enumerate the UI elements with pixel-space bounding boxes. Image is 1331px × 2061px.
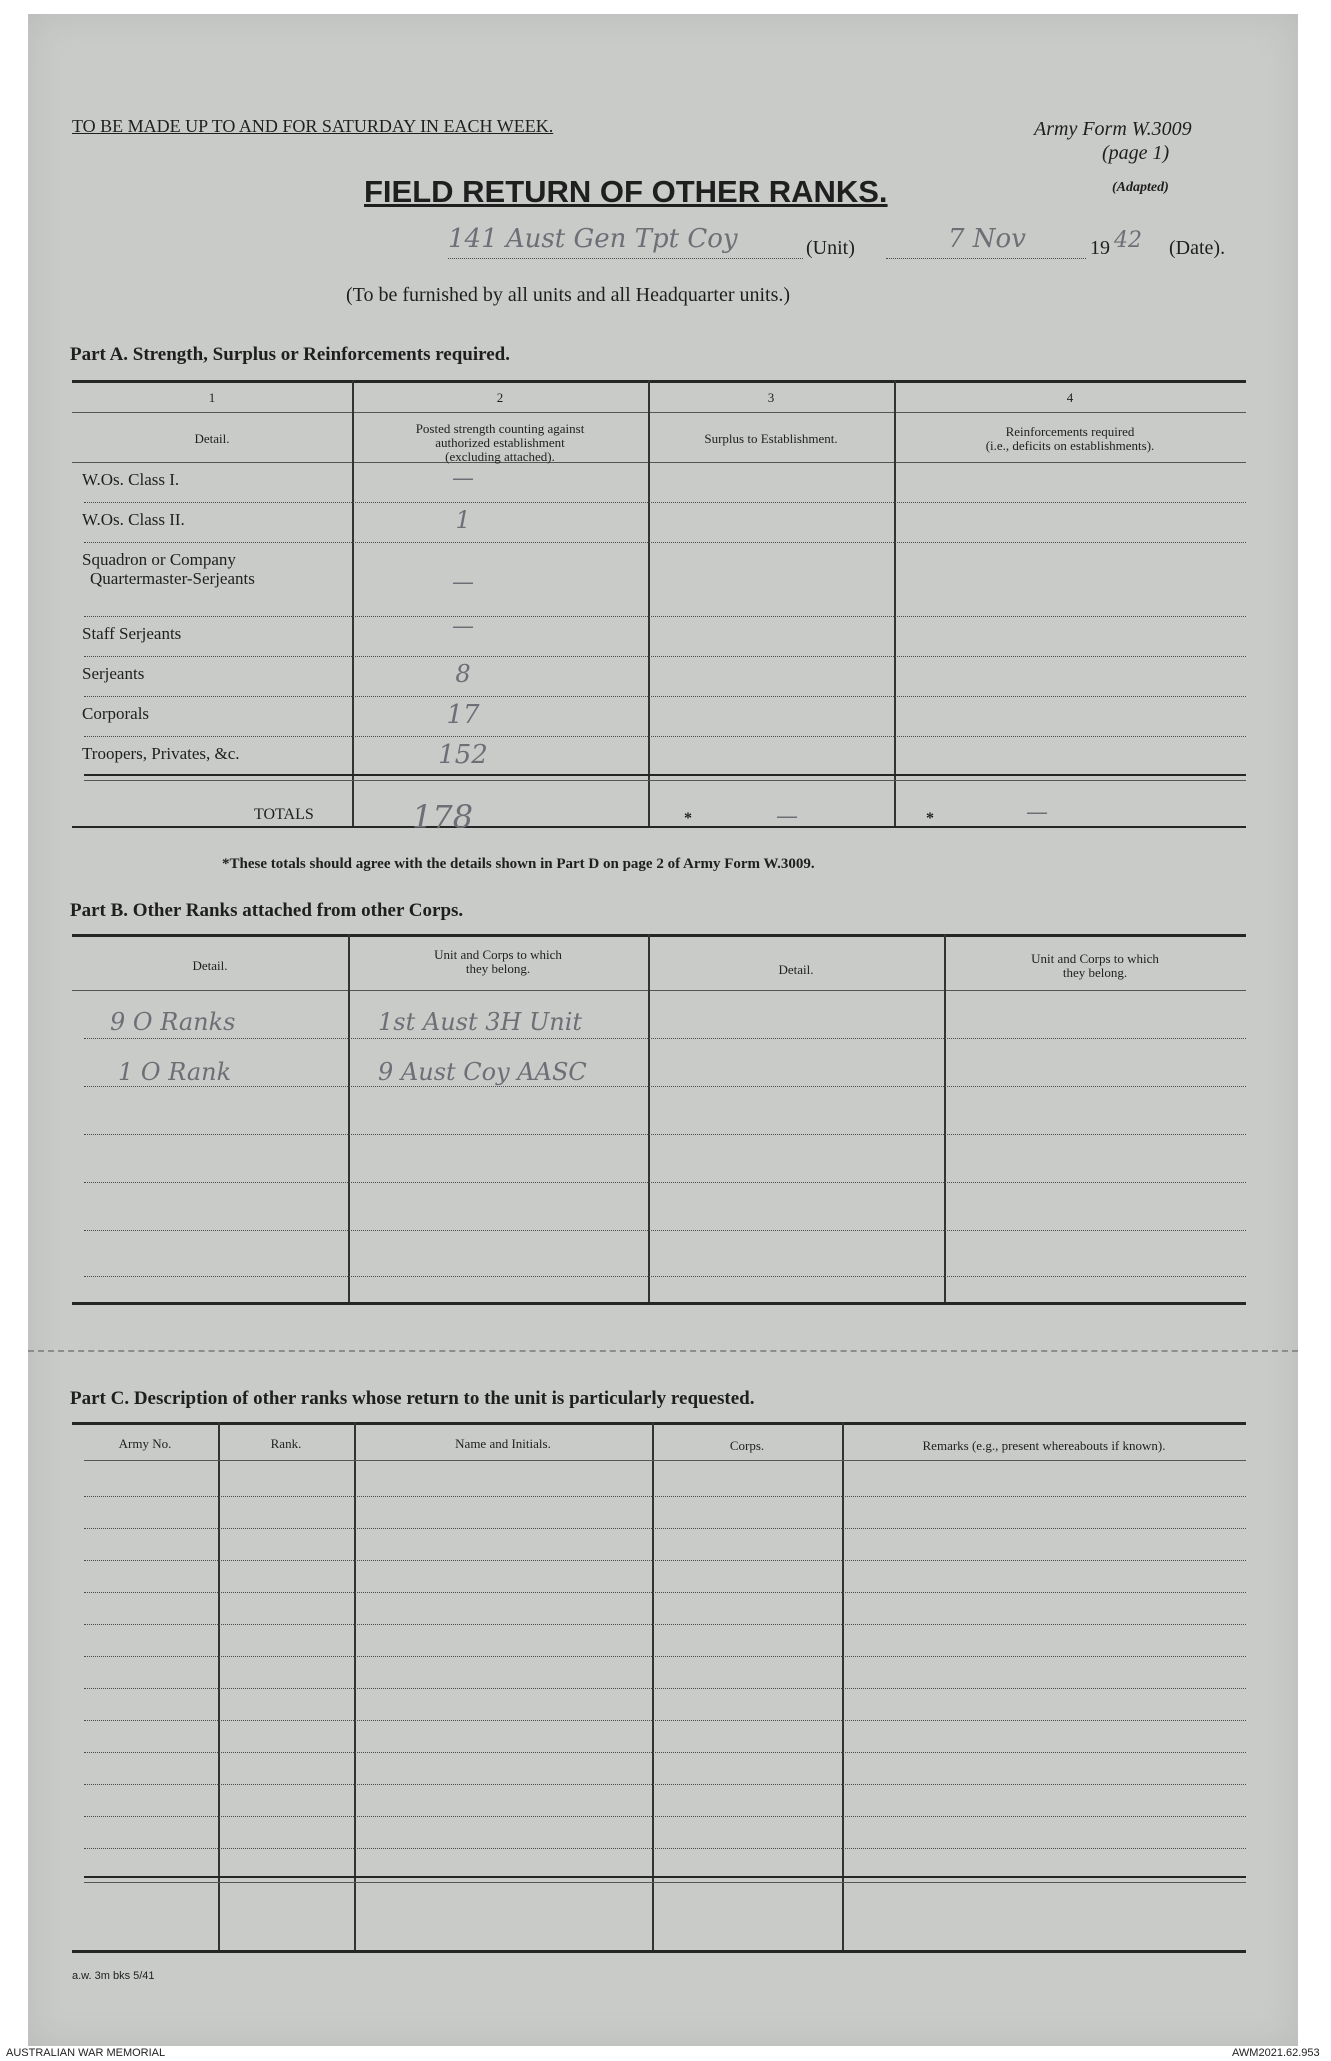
part-b-header-detail-1: Detail. [192,958,228,973]
part-c-header-remarks: Remarks (e.g., present whereabouts if known). [922,1438,1166,1453]
archive-credit-left: AUSTRALIAN WAR MEMORIAL [6,2047,166,2059]
value-corporals: 17 [446,700,480,730]
col-number-4: 4 [1066,390,1074,405]
part-a-heading: Part A. Strength, Surplus or Reinforcements required. [70,344,510,365]
col-header-surplus: Surplus to Establishment. [704,431,838,446]
part-b-header-unit-2: Unit and Corps to which they belong. [1031,951,1159,980]
part-a-footnote: *These totals should agree with the details shown in Part D on page 2 of Army Form W.3009. [222,856,815,872]
row-label-troopers: Troopers, Privates, &c. [82,744,240,763]
part-b-heading: Part B. Other Ranks attached from other Corps. [70,900,464,921]
value-wo2: 1 [455,506,471,534]
part-b-detail-1: 9 O Ranks [110,1008,236,1036]
row-label-wo2: W.Os. Class II. [82,510,185,529]
part-b-unit-2: 9 Aust Coy AASC [378,1058,587,1086]
page-ref: (page 1) [1102,142,1170,164]
row-label-cqms: Squadron or Company [82,550,236,569]
row-label-cqms-2: Quartermaster-Serjeants [90,569,255,588]
part-c-header-corps: Corps. [729,1438,765,1453]
col-number-3: 3 [767,390,775,405]
surplus-total-asterisk: * [684,810,692,827]
col-header-posted: Posted strength counting against authorized establishment (excluding attached). [415,421,585,464]
perforation-line [28,1350,1298,1352]
col-number-1: 1 [208,390,216,405]
part-b-header-detail-2: Detail. [778,962,814,977]
year-prefix: 19 [1090,237,1110,259]
part-c-header-rank: Rank. [270,1436,302,1451]
value-wo1: — [452,466,474,491]
unit-value: 141 Aust Gen Tpt Coy [448,224,738,254]
value-serjeants: 8 [455,660,471,688]
row-label-staff-serjeants: Staff Serjeants [82,624,182,643]
part-c-heading: Part C. Description of other ranks whose return to the unit is particularly requested. [70,1388,755,1409]
part-b-unit-1: 1st Aust 3H Unit [378,1008,583,1036]
value-cqms: — [452,570,474,595]
archive-credit-right: AWM2021.62.953 [1232,2047,1320,2059]
year-value: 42 [1114,228,1142,253]
value-staff-serjeants: — [452,614,474,639]
value-troopers: 152 [438,740,488,770]
row-label-corporals: Corporals [82,704,150,723]
part-b-detail-2: 1 O Rank [118,1058,232,1086]
date-value: 7 Nov [948,224,1026,254]
adapted-label: (Adapted) [1112,180,1169,195]
row-label-wo1: W.Os. Class I. [82,470,180,489]
form-id: Army Form W.3009 [1034,118,1192,140]
col-number-2: 2 [496,390,504,405]
part-b-header-unit-1: Unit and Corps to which they belong. [434,947,562,976]
furnish-note: (To be furnished by all units and all Headquarter units.) [346,284,791,306]
col-header-detail: Detail. [194,431,230,446]
part-c-header-army-no: Army No. [118,1436,172,1451]
row-label-serjeants: Serjeants [82,664,145,683]
surplus-total: — [776,804,798,829]
totals-value: 178 [412,798,474,836]
reinf-total: — [1026,800,1048,825]
totals-label: TOTALS [254,806,314,823]
date-label: (Date). [1169,237,1226,259]
col-header-reinforcements: Reinforcements required (i.e., deficits on establishments). [985,424,1155,453]
reinf-total-asterisk: * [926,810,934,827]
instruction-text: TO BE MADE UP TO AND FOR SATURDAY IN EACH WEEK. [72,116,554,136]
part-c-header-name: Name and Initials. [455,1436,551,1451]
unit-label: (Unit) [806,237,855,259]
form-sheet [28,14,1298,2046]
print-code: a.w. 3m bks 5/41 [72,1970,155,1982]
form-title: FIELD RETURN OF OTHER RANKS. [364,174,888,209]
